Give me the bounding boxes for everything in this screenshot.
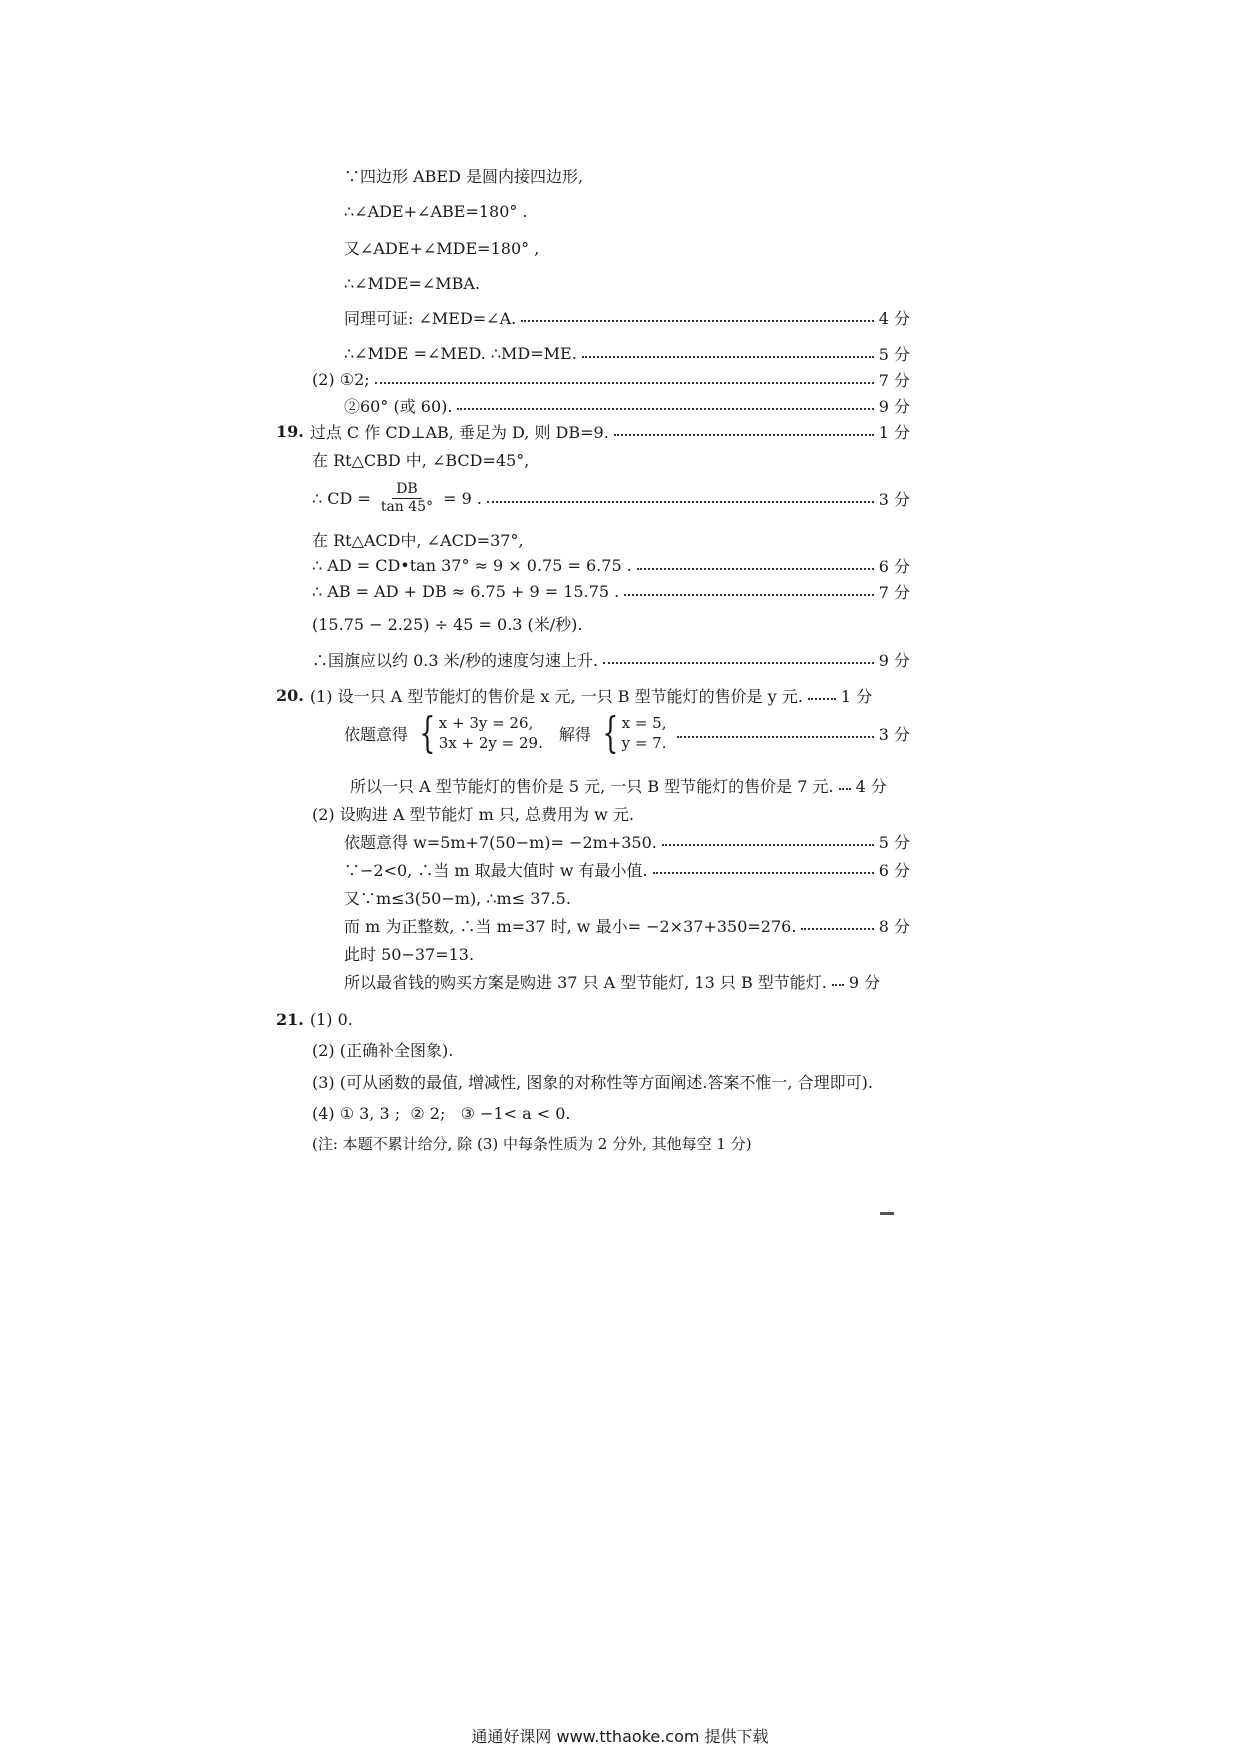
score-line: 所以一只 A 型节能灯的售价是 5 元, 一只 B 型节能灯的售价是 7 元. 4 分	[350, 770, 910, 800]
score-label: 9 分	[878, 396, 910, 416]
score-line: ∴ AD = CD•tan 37° ≈ 9 × 0.75 = 6.75 . 6 分	[312, 555, 910, 576]
score-line: (2) ①2; 7 分	[312, 369, 910, 390]
score-line: ∴ CD = $\frac{DB}{\tan 45^\circ}$ = 9 . 3 分	[312, 481, 910, 515]
score-label: 7 分	[878, 582, 910, 602]
leader-dots	[677, 735, 873, 738]
score-line: 依题意得 w=5m+7(50−m)= −2m+350. 5 分	[344, 826, 910, 856]
footer-credit: 通通好课网 www.tthaoke.com 提供下载	[471, 1727, 769, 1746]
text-line: 21. (1) 0.	[276, 1009, 353, 1029]
question-number: 21.	[276, 1009, 304, 1029]
score-label: 1 分	[840, 686, 873, 706]
text-line: 在 Rt△ACD中, ∠ACD=37°,	[312, 530, 524, 550]
score-label: 7 分	[878, 370, 910, 390]
score-line: 同理可证: ∠MED=∠A. 4 分	[344, 302, 910, 332]
score-label: 9 分	[878, 650, 910, 670]
leader-dots	[653, 871, 874, 874]
score-line: 依题意得 { x + 3y = 26, 3x + 2y = 29. 解得 { x = 5, y = 7. 3 分	[344, 708, 910, 757]
question-number: 19.	[276, 421, 304, 441]
leader-dots	[662, 843, 874, 846]
leader-dots	[582, 355, 874, 358]
score-label: 3 分	[878, 489, 910, 509]
text-line: 在 Rt△CBD 中, ∠BCD=45°,	[312, 450, 530, 470]
score-label: 1 分	[878, 422, 910, 442]
text-line: ∴∠ADE+∠ABE=180° .	[344, 201, 528, 221]
leader-dots	[614, 433, 874, 436]
score-label: 6 分	[878, 860, 910, 880]
score-line: ②60° (或 60). 9 分	[344, 390, 910, 420]
leader-dots	[487, 500, 874, 503]
score-line: ∴∠MDE =∠MED. ∴MD=ME. 5 分	[344, 343, 910, 364]
score-label: 9 分	[848, 972, 881, 992]
score-label: 5 分	[878, 344, 910, 364]
score-line: ∵−2<0, ∴当 m 取最大值时 w 有最小值. 6 分	[344, 854, 910, 884]
leader-dots	[624, 593, 874, 596]
score-label: 4 分	[855, 776, 887, 796]
text-line: 此时 50−37=13.	[344, 944, 475, 964]
text-line: (15.75 − 2.25) ÷ 45 = 0.3 (米/秒).	[312, 614, 583, 634]
leader-dots	[832, 983, 844, 986]
solution-system: { x = 5, y = 7.	[602, 708, 667, 757]
leader-dots	[839, 787, 851, 790]
leader-dots	[637, 567, 874, 570]
text-line: (2) 设购进 A 型节能灯 m 只, 总费用为 w 元.	[312, 804, 634, 824]
text-line: 又∠ADE+∠MDE=180° ,	[344, 238, 540, 258]
leader-dots	[801, 927, 873, 930]
leader-dots	[521, 319, 873, 322]
text-line: ∵四边形 ABED 是圆内接四边形,	[344, 166, 584, 186]
leader-dots	[603, 661, 874, 664]
score-label: 8 分	[878, 916, 910, 936]
score-line: 所以最省钱的购买方案是购进 37 只 A 型节能灯, 13 只 B 型节能灯. 9 分	[344, 966, 910, 996]
score-line: 20. (1) 设一只 A 型节能灯的售价是 x 元, 一只 B 型节能灯的售价是 y 元. 1 分	[276, 685, 873, 706]
text-line: ∴∠MDE=∠MBA.	[344, 273, 481, 293]
text-line: (2) (正确补全图象).	[312, 1040, 454, 1060]
text-line: (3) (可从函数的最值, 增减性, 图象的对称性等方面阐述.答案不惟一, 合理即可).	[312, 1072, 873, 1092]
leader-dots	[808, 697, 836, 700]
leader-dots	[375, 381, 874, 384]
score-line: ∴ AB = AD + DB ≈ 6.75 + 9 = 15.75 . 7 分	[312, 581, 910, 602]
equation-system: { x + 3y = 26, 3x + 2y = 29.	[419, 708, 543, 757]
page-number-mark	[880, 1212, 894, 1215]
score-label: 6 分	[878, 556, 910, 576]
fraction: $\frac{DB}{\tan 45^\circ}$	[380, 481, 434, 515]
score-label: 5 分	[878, 832, 910, 852]
score-line: ∴国旗应以约 0.3 米/秒的速度匀速上升. 9 分	[312, 644, 910, 674]
text-line: 又∵m≤3(50−m), ∴m≤ 37.5.	[344, 888, 571, 908]
text-line: (4) ① 3, 3 ; ② 2; ③ −1< a < 0.	[312, 1103, 571, 1123]
question-number: 20.	[276, 685, 304, 705]
score-label: 4 分	[878, 308, 910, 328]
note-line: (注: 本题不累计给分, 除 (3) 中每条性质为 2 分外, 其他每空 1 分)	[312, 1134, 752, 1153]
score-line: 而 m 为正整数, ∴当 m=37 时, w 最小= −2×37+350=276. 8 分	[344, 910, 910, 940]
score-line: 19. 过点 C 作 CD⊥AB, 垂足为 D, 则 DB=9. 1 分	[276, 421, 910, 442]
leader-dots	[457, 407, 873, 410]
score-label: 3 分	[878, 724, 910, 744]
